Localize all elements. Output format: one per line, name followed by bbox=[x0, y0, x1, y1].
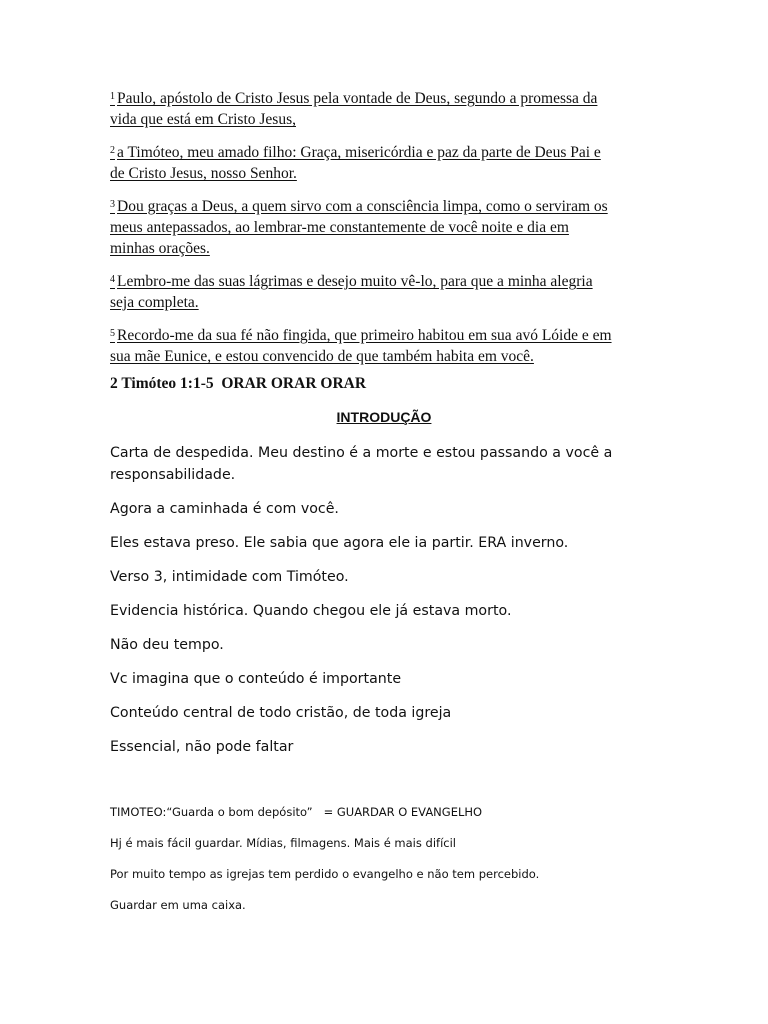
verse-text: de Cristo Jesus, nosso Senhor. bbox=[110, 165, 297, 182]
note-paragraph: Evidencia histórica. Quando chegou ele já estava morto. bbox=[110, 603, 512, 619]
section-title: INTRODUÇÃO bbox=[336, 409, 432, 425]
verse-2 bbox=[110, 140, 670, 184]
passage-heading: 2 Timóteo 1:1-5 ORAR ORAR ORAR bbox=[110, 375, 367, 392]
verse-3 bbox=[110, 194, 670, 259]
note-paragraph: Vc imagina que o conteúdo é importante bbox=[110, 671, 402, 687]
verse-4 bbox=[110, 269, 670, 313]
small-note: TIMOTEO:“Guarda o bom depósito” = GUARDAR O EVANGELHO bbox=[110, 805, 483, 819]
verse-number: 1 bbox=[110, 91, 115, 102]
small-note: Por muito tempo as igrejas tem perdido o evangelho e não tem percebido. bbox=[110, 867, 540, 881]
verse-list bbox=[110, 86, 670, 377]
sermon-notes bbox=[110, 442, 670, 770]
verse-number: 2 bbox=[110, 145, 115, 156]
verse-5 bbox=[110, 323, 670, 367]
verse-text: a Timóteo, meu amado filho: Graça, misericórdia e paz da parte de Deus Pai e bbox=[117, 144, 601, 161]
note-paragraph: Verso 3, intimidade com Timóteo. bbox=[110, 569, 349, 585]
note-paragraph: Eles estava preso. Ele sabia que agora ele ia partir. ERA inverno. bbox=[110, 535, 569, 551]
verse-text: seja completa. bbox=[110, 294, 199, 311]
note-paragraph: Agora a caminhada é com você. bbox=[110, 501, 339, 517]
verse-text: meus antepassados, ao lembrar-me constantemente de você noite e dia em bbox=[110, 219, 569, 236]
verse-1 bbox=[110, 86, 670, 130]
note-paragraph: Conteúdo central de todo cristão, de toda igreja bbox=[110, 705, 452, 721]
verse-number: 5 bbox=[110, 328, 115, 339]
note-paragraph: Essencial, não pode faltar bbox=[110, 739, 294, 755]
verse-text: vida que está em Cristo Jesus, bbox=[110, 111, 296, 128]
small-notes bbox=[110, 804, 710, 928]
note-paragraph: Não deu tempo. bbox=[110, 637, 224, 653]
verse-text: minhas orações. bbox=[110, 240, 210, 257]
small-note: Guardar em uma caixa. bbox=[110, 898, 246, 912]
verse-text: sua mãe Eunice, e estou convencido de que também habita em você. bbox=[110, 348, 534, 365]
small-note: Hj é mais fácil guardar. Mídias, filmagens. Mais é mais difícil bbox=[110, 836, 456, 850]
note-paragraph: Carta de despedida. Meu destino é a morte e estou passando a você a responsabilidade. bbox=[110, 445, 613, 483]
verse-text: Dou graças a Deus, a quem sirvo com a consciência limpa, como o serviram os bbox=[117, 198, 608, 215]
verse-number: 4 bbox=[110, 274, 115, 285]
verse-text: Paulo, apóstolo de Cristo Jesus pela vontade de Deus, segundo a promessa da bbox=[117, 90, 598, 107]
verse-number: 3 bbox=[110, 199, 115, 210]
verse-text: Recordo-me da sua fé não fingida, que primeiro habitou em sua avó Lóide e em bbox=[117, 327, 612, 344]
verse-text: Lembro-me das suas lágrimas e desejo muito vê-lo, para que a minha alegria bbox=[117, 273, 593, 290]
